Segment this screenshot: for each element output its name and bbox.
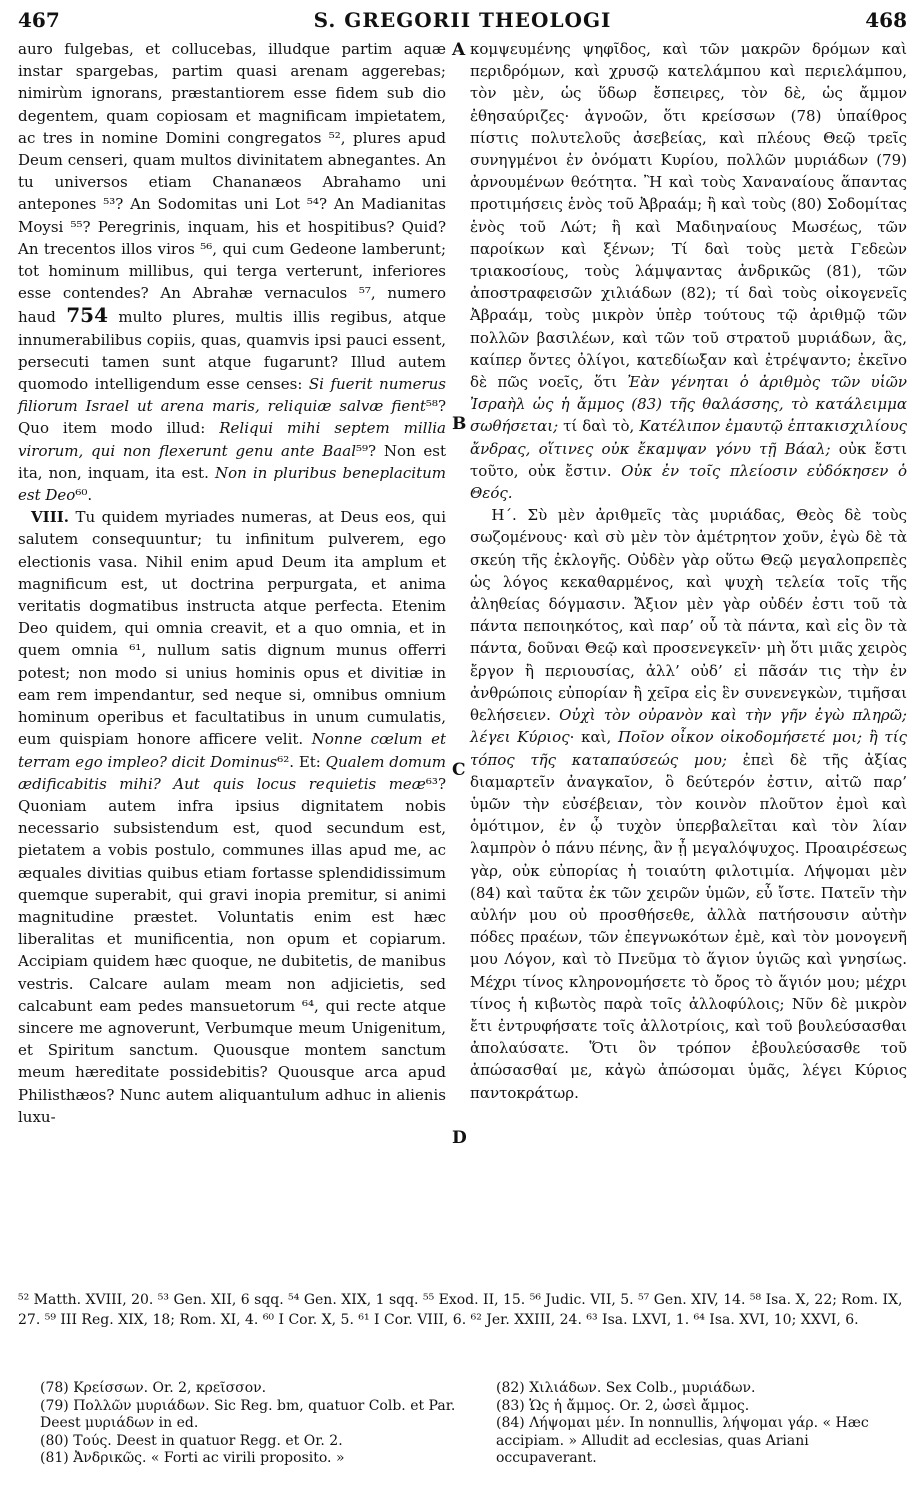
greek-text: · καὶ, bbox=[569, 728, 612, 747]
critical-notes-left bbox=[40, 1380, 460, 1468]
latin-text: ⁵⁹? Non est ita, non, inquam, ita est. bbox=[18, 441, 446, 482]
left-page-number: 467 bbox=[18, 8, 60, 32]
margin-letter-d: D bbox=[452, 1128, 467, 1148]
latin-paragraph-1 bbox=[18, 38, 446, 506]
greek-text: τί δαὶ τὸ, bbox=[563, 417, 635, 436]
greek-quote: Οὐχὶ τὸν οὐρανὸν καὶ τὴν γῆν ἐγὼ πληρῶ; λέγει Κύριος bbox=[470, 706, 907, 747]
critical-note: (81) Ἀνδρικῶς. « Forti ac virili proposito. » bbox=[40, 1450, 345, 1466]
critical-notes-right bbox=[496, 1380, 896, 1468]
greek-section-number: Η΄. bbox=[491, 506, 517, 525]
greek-text: κομψευμένης ψηφῖδος, καὶ τῶν μακρῶν δρόμων καὶ περιδρόμων, καὶ χρυσῷ κατελάμπου καὶ περιελάμπου, τὸν μὲν, ὡς ὕδωρ ἔσπειρες, τὸν δὲ, ὡς ἄμμον ἐθησαύριζες· ἀγνοῶν, ὅτι κρείσσων (78) ὑπαίθρος πίστις πολυτελοῦς ἀσεβείας, καὶ πλέους Θεῷ τρεῖς συνηγμένοι ἐν ὀνόματι Κυρίου, πολλῶν μυριάδων (79) ἀρνουμένων θεότητα. Ἢ καὶ τοὺς Χαναναίους ἅπαντας προτιμήσεις ἑνὸς τοῦ Ἀβραάμ; ἢ καὶ τοὺς (80) Σοδομίτας ἑνὸς τοῦ Λώτ; ἢ καὶ Μαδιηναίους Μωσέως, τῶν παροίκων καὶ ξένων; Τί δαὶ τοὺς μετὰ Γεδεὼν τριακοσίους, τοὺς λάμψαντας ἀνδρικῶς (81), τῶν ἀποστραφεισῶν χιλιάδων (82); τί δαὶ τοὺς οἰκογενεῖς Ἀβραάμ, τοὺς μικρὸν ὑπὲρ τούτους τῷ ἀριθμῷ τῶν πολλῶν βασιλέων, καὶ τῶν τοῦ στρατοῦ μυριάδων, ἃς, καίπερ ὄντες ὀλίγοι, κατεδίωξαν καὶ ἐτρέψαντο; ἐκεῖνο δὲ πῶς νοεῖς, ὅτι bbox=[470, 40, 907, 392]
running-title: S. GREGORII THEOLOGI bbox=[313, 8, 612, 32]
latin-text: ⁶³? Quoniam autem infra ipsius dignitatem nobis necessario subsistendum est, quod secundum est, pietatem a vobis postulo, communes illas apud me, ac æquales divitias quibus etiam fortasse splendidissimum quemque superabit, qui gravi inopia premitur, si animi magnitudine præstet. Voluntatis enim est hæc liberalitas et munificentia, non opum et copiarum. Accipiam quidem hæc quoque, ne dubitetis, de manibus vestris. Calcare aulam meam non adjicietis, sed calcabunt eam pedes mansuetorum ⁶⁴, qui recte atque sincere me agnoverunt, Verbumque meum Unigenitum, et Spiritum sanctum. Quousque montem sanctum meum hæreditate possidebitis? Quousque arca apud Philisthæos? Nunc autem aliquantulum adhuc in alienis luxu- bbox=[18, 774, 446, 1126]
greek-text: ἐπεὶ δὲ τῆς ἀξίας διαμαρτεῖν ἀναγκαῖον, ὃ δεύτερόν ἐστιν, αἰτῶ παρ’ ὑμῶν τὴν εὐσέβειαν, τὸν κοινὸν πλοῦτον ἐμοὶ καὶ ὁμότιμον, ἐν ᾧ τυχὸν ὑπερβαλεῖται καὶ τὸν λίαν λαμπρὸν ὁ πάνυ πένης, ἂν ᾖ μεγαλόψυχος. Προαιρέσεως γὰρ, οὐκ εὐπορίας ἡ τοιαύτη φιλοτιμία. Λήψομαι μὲν (84) καὶ ταῦτα ἐκ τῶν χειρῶν ὑμῶν, εὖ ἴστε. Πατεῖν τὴν αὐλήν μου οὐ προσθήσεθε, ἀλλὰ πατήσουσιν αὐτὴν πόδες πραέων, τῶν ἐπεγνωκότων ἐμὲ, καὶ τὸν μονογενῆ μου Λόγον, καὶ τὸ Πνεῦμα τὸ ἅγιον ὑγιῶς καὶ γνησίως. Μέχρι τίνος κληρονομήσετε τὸ ὄρος τὸ ἅγιόν μου; μέχρι τίνος ἡ κιβωτὸς παρὰ τοῖς ἀλλοφύλοις; Νῦν δὲ μικρὸν ἔτι ἐντρυφήσατε τοῖς ἀλλοτρίοις, καὶ τοῦ βουλεύσασθαι ἀπολαύσατε. Ὅτι ὃν τρόπον ἐβουλεύσασθε τοῦ ἀπώσασθαί με, κἀγὼ ἀπώσομαι ὑμᾶς, λέγει Κύριος παντοκράτωρ. bbox=[470, 750, 908, 1102]
latin-text: ⁶². Et: bbox=[277, 752, 321, 771]
latin-text: multo plures, multis illis regibus, atque innumerabilibus copiis, quas, quamvis ipsi pauci essent, persecuti tamen sunt atque fugarunt? Illud autem quomodo intelligendum esse censes: bbox=[18, 308, 446, 394]
latin-quote: Non in pluribus beneplacitum est Deo bbox=[18, 463, 446, 505]
greek-text: Σὺ μὲν ἀριθμεῖς τὰς μυριάδας, Θεὸς δὲ τοὺς σωζομένους· καὶ σὺ μὲν τὸν ἀμέτρητον χοῦν, ἐγὼ δὲ τὰ σκεύη τῆς ἐκλογῆς. Οὐδὲν γὰρ οὕτω Θεῷ μεγαλοπρεπὲς ὡς λόγος κεκαθαρμένος, καὶ ψυχὴ τελεία τοῖς τῆς ἀληθείας δόγμασιν. Ἄξιον μὲν γὰρ οὐδέν ἐστι τοῦ τὰ πάντα πεποιηκότος, καὶ παρ’ οὗ τὰ πάντα, καὶ εἰς ὃν τὰ πάντα, δοῦναι Θεῷ καὶ προσενεγκεῖν· μὴ ὅτι μιᾶς χειρὸς ἔργον ἢ περιουσίας, ἀλλ’ οὐδ’ εἰ πᾶσάν τις τὴν ἐν ἀνθρώποις εὐπορίαν ἢ χεῖρα εἰς ἓν συνενεγκὼν, τιμῆσαι θελήσειεν. bbox=[470, 506, 907, 725]
greek-quote: Οὐκ ἐν τοῖς πλείοσιν εὐδόκησεν ὁ Θεός. bbox=[470, 461, 907, 503]
latin-text: ⁶⁰. bbox=[75, 486, 93, 505]
section-number: VIII. bbox=[31, 508, 69, 527]
critical-note: (83) Ὡς ἡ ἄμμος. Or. 2, ὡσεὶ ἄμμος. bbox=[496, 1397, 750, 1414]
greek-quote: Κατέλιπον ἐμαυτῷ ἑπτακισχιλίους ἄνδρας, οἵτινες οὐκ ἔκαμψαν γόνυ τῇ Βάαλ; bbox=[470, 417, 907, 458]
latin-text: Tu quidem myriades numeras, at Deus eos, qui salutem consequuntur; tu infinitum pulverem, ego electionis vasa. Nihil enim apud Deum ita amplum et magnificum est, ut doctrina perpurgata, et anima veritatis dogmatibus instructa atque perfecta. Etenim Deo quidem, qui omnia creavit, et a quo omnia, et in quem omnia ⁶¹, nullum satis dignum munus offerri potest; non modo si unius hominis opus et divitiæ in eam rem impendantur, sed neque si, omnibus omnium hominum operibus et facultatibus in unum cumulatis, eum quispiam honore afficere velit. bbox=[18, 508, 446, 749]
greek-quote: Ἐὰν γένηται ὁ ἀριθμὸς τῶν υἱῶν Ἰσραὴλ ὡς ἡ ἄμμος (83) τῆς θαλάσσης, τὸ κατάλειμμα σωθήσεται; bbox=[470, 373, 907, 436]
margin-letter-c: C bbox=[452, 760, 466, 780]
scripture-footnotes: ⁵² Matth. XVIII, 20. ⁵³ Gen. XII, 6 sqq. ⁵⁴ Gen. XIX, 1 sqq. ⁵⁵ Exod. II, 15. ⁵⁶ Judic. VII, 5. ⁵⁷ Gen. XIV, 14. ⁵⁸ Isa. X, 22; Rom. IX, 27. ⁵⁹ III Reg. XIX, 18; Rom. XI, 4. ⁶⁰ I Cor. X, 5. ⁶¹ I Cor. VIII, 6. ⁶² Jer. XXIII, 24. ⁶³ Isa. LXVI, 1. ⁶⁴ Isa. XVI, 10; XXVI, 6. bbox=[18, 1292, 903, 1328]
latin-quote: Qualem domum ædificabitis mihi? Aut quis locus requietis meæ bbox=[18, 752, 446, 793]
latin-text: auro fulgebas, et collucebas, illudque partim aquæ instar spargebas, partim quasi arenam aggerebas; nimirùm ignorans, præstantiorem esse fidem sub dio degentem, quam copiosam et magnificam impietatem, ac tres in nomine Domini congregatos ⁵², plures apud Deum censeri, quam multos divinitatem abnegantes. An tu universos etiam Chananæos Abrahamo uni antepones ⁵³? An Sodomitas uni Lot ⁵⁴? An Madianitas Moysi ⁵⁵? Peregrinis, inquam, his et hospitibus? Quid? An trecentos illos viros ⁵⁶, qui cum Gedeone lamberunt; tot hominum millibus, qui terga verterunt, inferiores esse contendes? An Abrahæ vernaculos ⁵⁷, numero haud bbox=[18, 40, 446, 327]
critical-note: (82) Χιλιάδων. Sex Colb., μυριάδων. bbox=[496, 1380, 756, 1396]
critical-note: (84) Λήψομαι μέν. In nonnullis, λήψομαι γάρ. « Hæc accipiam. » Alludit ad ecclesias, quas Ariani occupaverant. bbox=[496, 1415, 869, 1466]
right-page-number: 468 bbox=[865, 8, 907, 32]
margin-letter-b: B bbox=[452, 414, 467, 434]
latin-text: ⁵⁸? Quo item modo illud: bbox=[18, 397, 446, 438]
critical-note: (79) Πολλῶν μυριάδων. Sic Reg. bm, quatuor Colb. et Par. Deest μυριάδων in ed. bbox=[40, 1397, 456, 1431]
greek-quote: Ποῖον οἶκον οἰκοδομήσετέ μοι; ἢ τίς τόπος τῆς καταπαύσεώς μου; bbox=[470, 728, 907, 769]
page-header bbox=[18, 4, 907, 40]
margin-letter-a: A bbox=[452, 40, 466, 60]
latin-quote: Si fuerit numerus filiorum Israel ut arena maris, reliquiæ salvæ fient bbox=[18, 375, 446, 416]
critical-note: (78) Κρείσσων. Or. 2, κρεῖσσον. bbox=[40, 1380, 267, 1396]
greek-column bbox=[470, 38, 907, 1104]
critical-note: (80) Τούς. Deest in quatuor Regg. et Or. 2. bbox=[40, 1432, 343, 1449]
column-number: 754 bbox=[66, 303, 109, 328]
latin-column bbox=[18, 38, 446, 1128]
greek-paragraph-1 bbox=[470, 38, 907, 504]
latin-quote: Reliqui mihi septem millia virorum, qui non flexerunt genu ante Baal bbox=[18, 419, 446, 460]
latin-paragraph-2 bbox=[18, 506, 446, 1128]
latin-quote: Nonne cœlum et terram ego impleo? dicit Dominus bbox=[18, 730, 446, 771]
greek-text: οὐκ ἔστι τοῦτο, οὐκ ἔστιν. bbox=[470, 439, 907, 480]
greek-paragraph-2 bbox=[470, 504, 907, 1103]
